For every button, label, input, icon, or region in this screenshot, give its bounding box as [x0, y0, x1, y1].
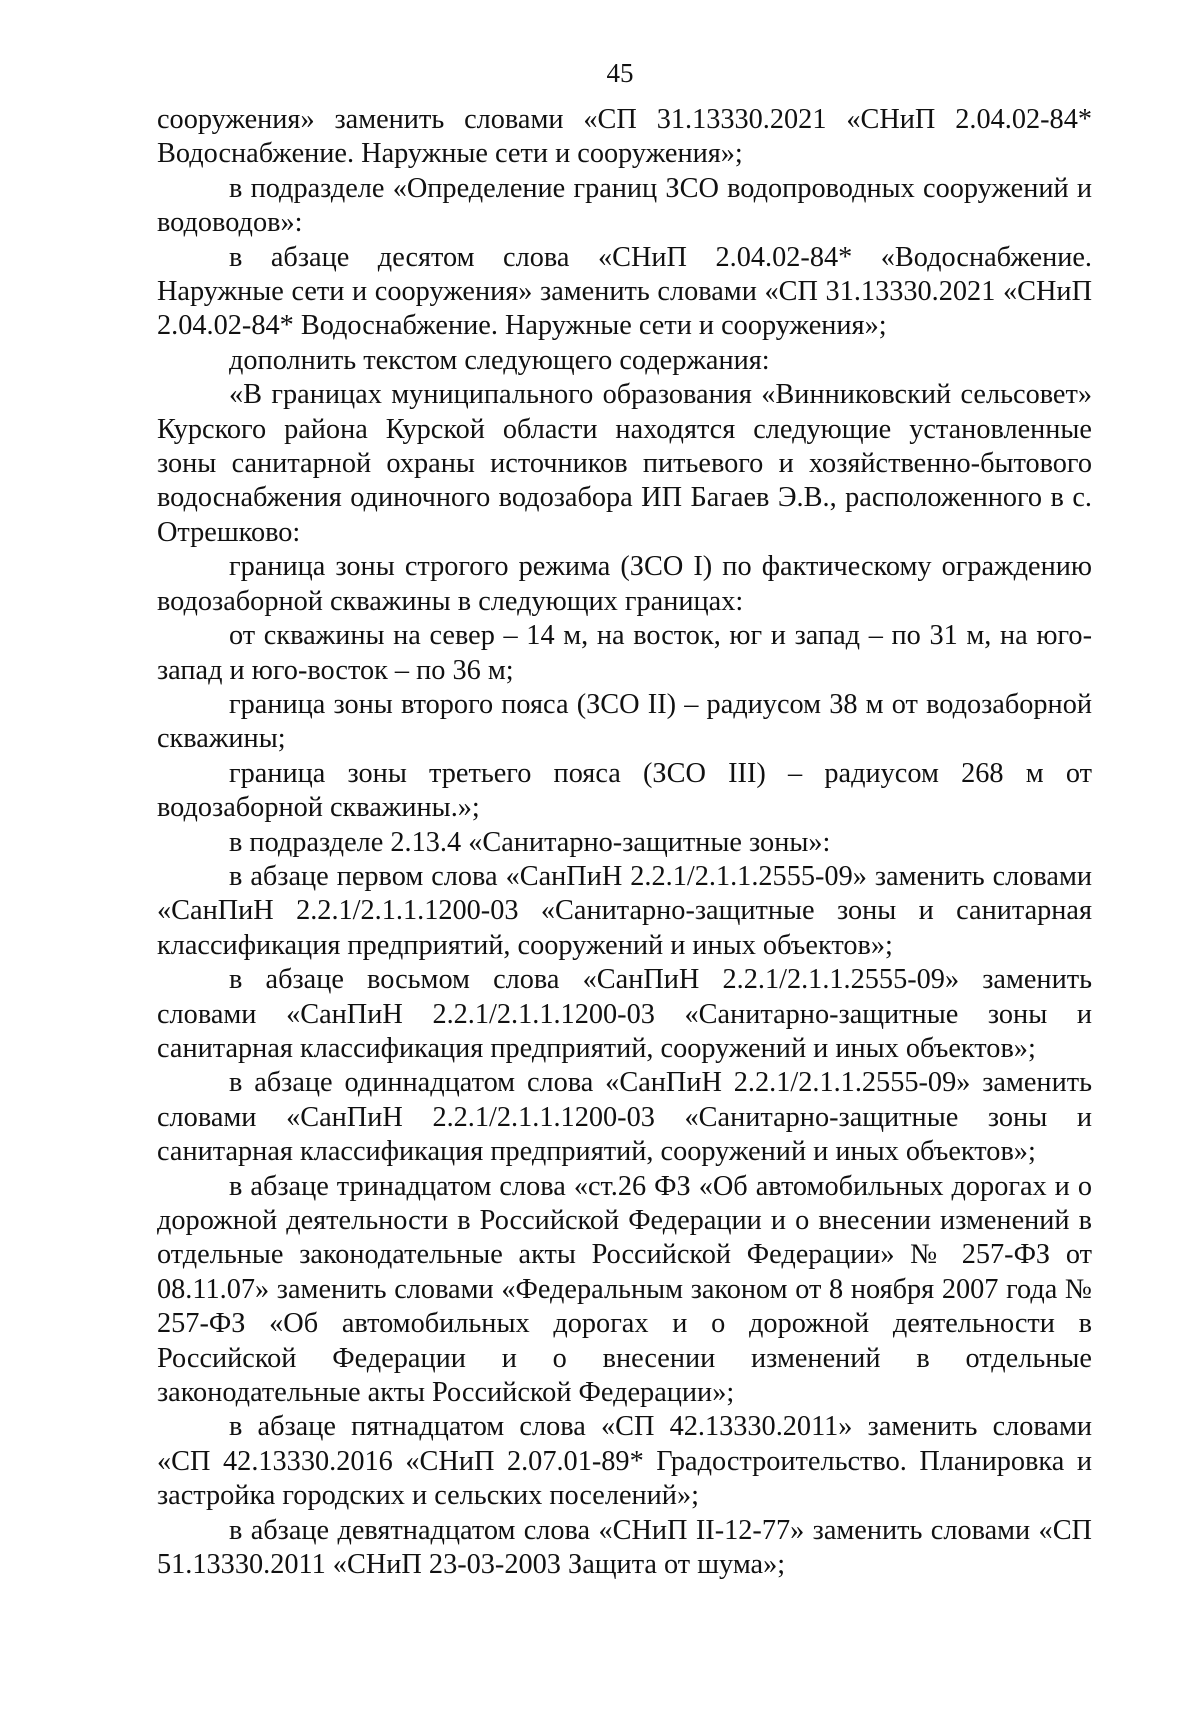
paragraph: в абзаце одиннадцатом слова «СанПиН 2.2.1/2.1.1.2555-09» заменить словами «СанПиН 2.2.1/2.1.1.1200-03 «Санитарно-защитные зоны и санитарная классификация предприятий, сооружений и иных объектов»; [157, 1067, 1092, 1168]
paragraph: в абзаце восьмом слова «СанПиН 2.2.1/2.1.1.2555-09» заменить словами «СанПиН 2.2.1/2.1.1.1200-03 «Санитарно-защитные зоны и санитарная классификация предприятий, сооружений и иных объектов»; [157, 964, 1092, 1064]
document-body [157, 103, 1092, 1582]
paragraph: граница зоны третьего пояса (ЗСО III) – радиусом 268 м от водозаборной скважины.»; [157, 757, 1092, 824]
paragraph: граница зоны второго пояса (ЗСО II) – радиусом 38 м от водозаборной скважины; [157, 688, 1092, 755]
paragraph: сооружения» заменить словами «СП 31.13330.2021 «СНиП 2.04.02-84* Водоснабжение. Наружные сети и сооружения»; [157, 104, 1092, 170]
paragraph: «В границах муниципального образования «Винниковский сельсовет» Курского района Курской области находятся следующие установленные зоны санитарной охраны источников питьевого и хозяйственно-бытового водоснабжения одиночного водозабора ИП Багаев Э.В., расположенного в с. Отрешково: [157, 379, 1092, 548]
paragraph: граница зоны строгого режима (ЗСО I) по фактическому ограждению водозаборной скважины в следующих границах: [157, 551, 1092, 617]
paragraph: от скважины на север – 14 м, на восток, юг и запад – по 31 м, на юго-запад и юго-восток – по 36 м; [157, 620, 1092, 686]
paragraph: в подразделе «Определение границ ЗСО водопроводных сооружений и водоводов»: [157, 172, 1092, 239]
paragraph: в подразделе 2.13.4 «Санитарно-защитные зоны»: [229, 826, 831, 858]
paragraph: дополнить текстом следующего содержания: [229, 344, 770, 376]
paragraph: в абзаце тринадцатом слова «ст.26 ФЗ «Об автомобильных дорогах и о дорожной деятельности в Российской Федерации и о внесении изменений в отдельные законодательные акты Российской Федерации» № 257-ФЗ от 08.11.07» заменить словами «Федеральным законом от 8 ноября 2007 года № 257-ФЗ «Об автомобильных дорогах и о дорожной деятельности в Российской Федерации и о внесении изменений в отдельные законодательные акты Российской Федерации»; [157, 1170, 1092, 1409]
paragraph: в абзаце пятнадцатом слова «СП 42.13330.2011» заменить словами «СП 42.13330.2016 «СНиП 2.07.01-89* Градостроительство. Планировка и застройка городских и сельских поселений»; [157, 1411, 1092, 1512]
paragraph: в абзаце первом слова «СанПиН 2.2.1/2.1.1.2555-09» заменить словами «СанПиН 2.2.1/2.1.1.1200-03 «Санитарно-защитные зоны и санитарная классификация предприятий, сооружений и иных объектов»; [157, 860, 1092, 961]
page-number: 45 [606, 58, 634, 88]
paragraph: в абзаце девятнадцатом слова «СНиП II-12-77» заменить словами «СП 51.13330.2011 «СНиП 23-03-2003 Защита от шума»; [157, 1514, 1092, 1581]
paragraph: в абзаце десятом слова «СНиП 2.04.02-84* «Водоснабжение. Наружные сети и сооружения» заменить словами «СП 31.13330.2021 «СНиП 2.04.02-84* Водоснабжение. Наружные сети и сооружения»; [157, 241, 1092, 342]
